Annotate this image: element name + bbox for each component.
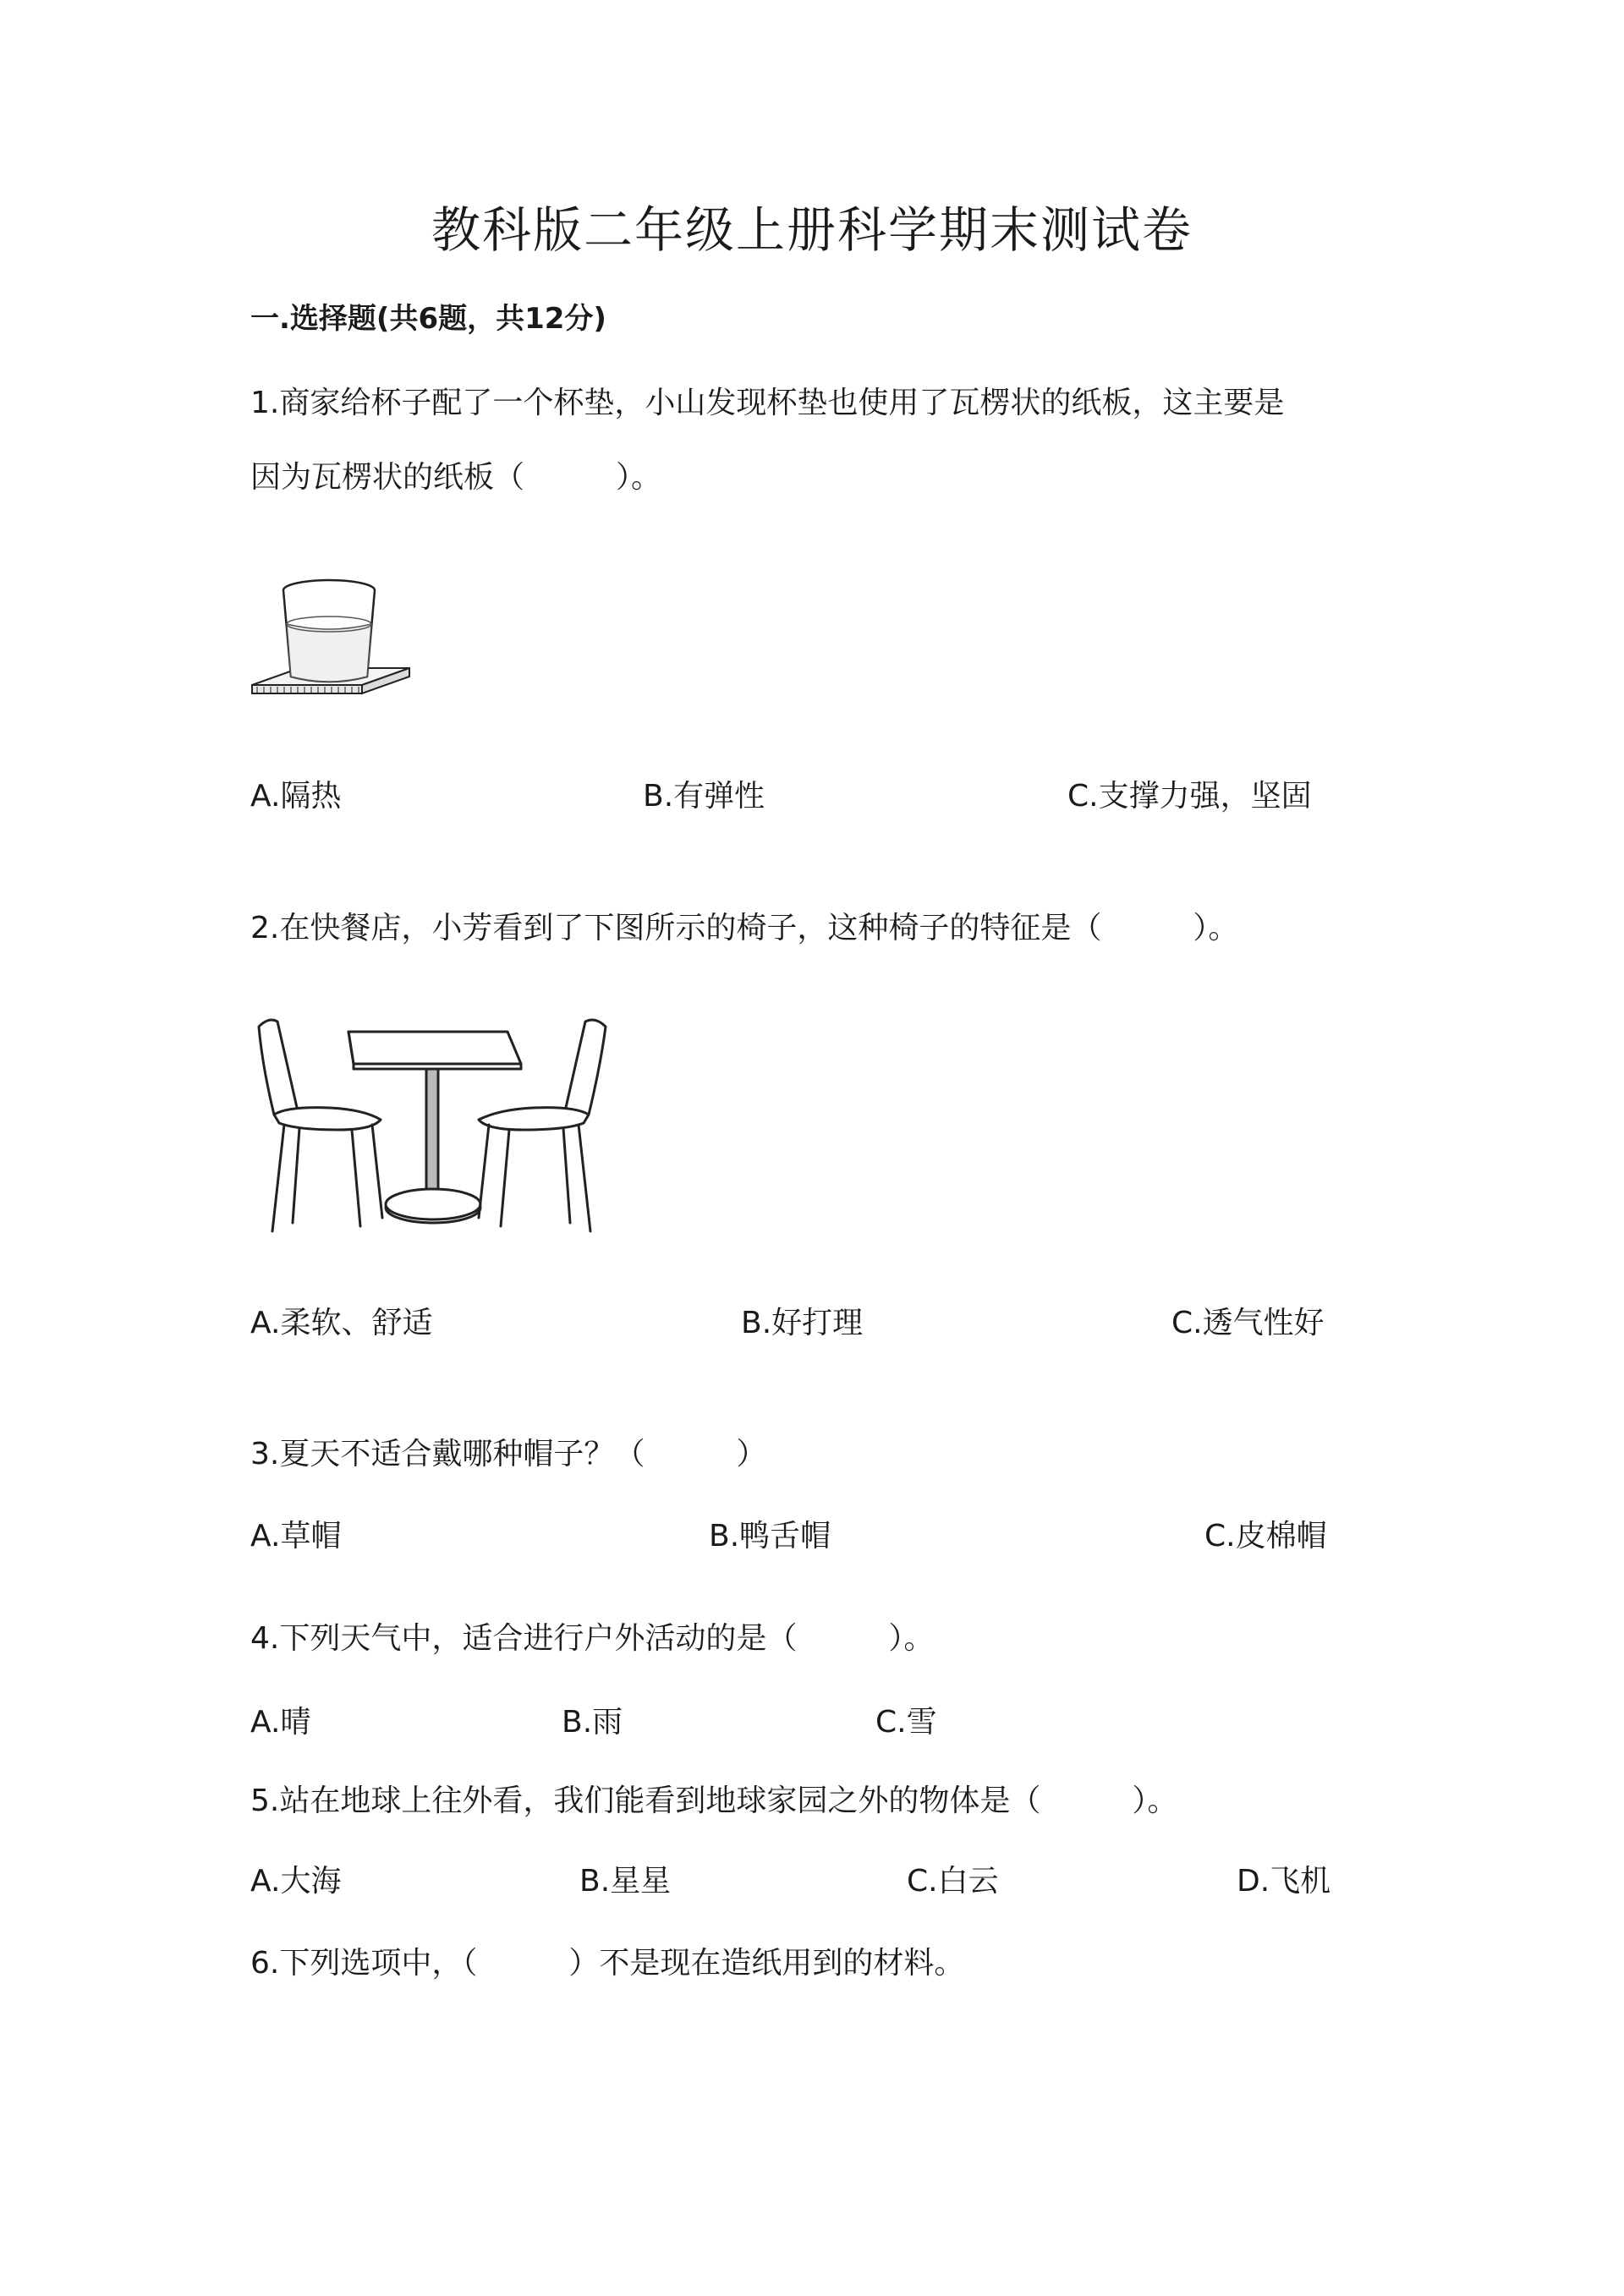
question-5-option-b[interactable]: B.星星 <box>579 1864 672 1899</box>
question-4-line-1: 4.下列天气中，适合进行户外活动的是（ ）。 <box>250 1621 935 1656</box>
question-3-option-b[interactable]: B.鸭舌帽 <box>709 1519 831 1553</box>
question-5-option-d[interactable]: D.飞机 <box>1237 1864 1331 1899</box>
question-1-option-b[interactable]: B.有弹性 <box>643 779 765 814</box>
question-4-option-c[interactable]: C.雪 <box>875 1705 937 1740</box>
question-5-option-c[interactable]: C.白云 <box>907 1864 999 1899</box>
question-5-option-a[interactable]: A.大海 <box>250 1864 342 1899</box>
question-5-line-1: 5.站在地球上往外看，我们能看到地球家园之外的物体是（ ）。 <box>250 1784 1178 1818</box>
question-4-option-b[interactable]: B.雨 <box>562 1705 623 1740</box>
section-heading: 一.选择题(共6题，共12分) <box>250 302 606 336</box>
question-2-option-b[interactable]: B.好打理 <box>741 1306 864 1340</box>
question-6-line-1: 6.下列选项中，（ ）不是现在造纸用到的材料。 <box>250 1946 965 1981</box>
right-chair <box>479 1020 606 1231</box>
question-3-option-c[interactable]: C.皮棉帽 <box>1204 1519 1327 1553</box>
page-title: 教科版二年级上册科学期末测试卷 <box>431 201 1193 259</box>
question-1-option-a[interactable]: A.隔热 <box>250 779 342 814</box>
cup-on-coaster-figure <box>249 577 414 712</box>
question-3-option-a[interactable]: A.草帽 <box>250 1519 342 1553</box>
question-1-line-1: 1.商家给杯子配了一个杯垫，小山发现杯垫也使用了瓦楞状的纸板，这主要是 <box>250 386 1285 420</box>
question-4-option-a[interactable]: A.晴 <box>250 1705 311 1740</box>
glass-of-water <box>283 580 375 682</box>
question-3-line-1: 3.夏天不适合戴哪种帽子？（ ） <box>250 1437 767 1471</box>
question-1-line-2: 因为瓦楞状的纸板（ ）。 <box>250 460 662 495</box>
question-2-option-c[interactable]: C.透气性好 <box>1171 1306 1325 1340</box>
question-1-option-c[interactable]: C.支撑力强，坚固 <box>1067 779 1312 814</box>
left-chair <box>259 1020 382 1231</box>
question-2-option-a[interactable]: A.柔软、舒适 <box>250 1306 433 1340</box>
question-2-line-1: 2.在快餐店，小芳看到了下图所示的椅子，这种椅子的特征是（ ）。 <box>250 911 1239 945</box>
table-and-chairs-figure <box>254 1015 612 1236</box>
